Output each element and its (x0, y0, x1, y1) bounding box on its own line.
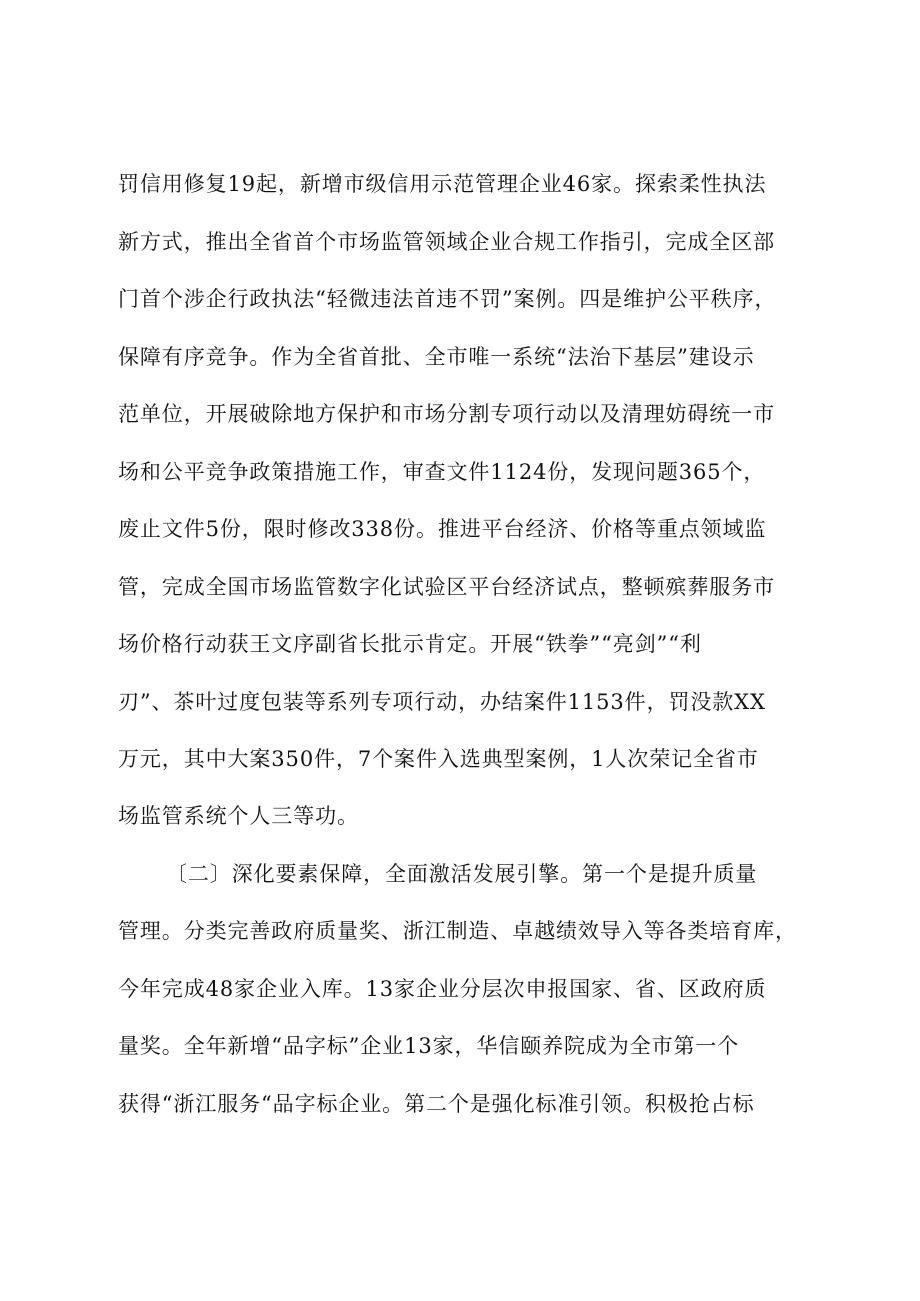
text-line: 量奖。全年新增“品字标”企业13家，华信颐养院成为全市第一个 (118, 1034, 740, 1058)
text-line: 管，完成全国市场监管数字化试验区平台经济试点，整顿殡葬服务市 (118, 575, 775, 599)
text-line: 场价格行动获王文序副省长批示肯定。开展“铁拳”“亮剑”“利 (118, 632, 702, 656)
text-line: 管理。分类完善政府质量奖、浙江制造、卓越绩效导入等各类培育库， (118, 919, 797, 943)
text-line: 新方式，推出全省首个市场监管领域企业合规工作指引，完成全区部 (118, 230, 775, 254)
section-heading-line: 〔二〕深化要素保障，全面激活发展引擎。第一个是提升质量 (166, 862, 758, 886)
text-line: 罚信用修复19起，新增市级信用示范管理企业46家。探索柔性执法 (118, 172, 767, 196)
text-line: 废止文件5份，限时修改338份。推进平台经济、价格等重点领域监 (118, 517, 767, 541)
text-line: 今年完成48家企业入库。13家企业分层次申报国家、省、区政府质 (118, 977, 767, 1001)
text-line: 门首个涉企行政执法“轻微违法首违不罚”案例。四是维护公平秩序， (118, 287, 777, 311)
text-line: 范单位，开展破除地方保护和市场分割专项行动以及清理妨碍统一市 (118, 402, 775, 426)
text-line: 场和公平竞争政策措施工作，审查文件1124份，发现问题365个， (118, 460, 766, 484)
text-line: 获得“浙江服务“品字标企业。第二个是强化标准引领。积极抢占标 (118, 1092, 755, 1116)
text-line: 保障有序竞争。作为全省首批、全市唯一系统“法治下基层”建设示 (118, 345, 755, 369)
text-line: 刃”、茶叶过度包装等系列专项行动，办结案件1153件，罚没款XX (118, 690, 766, 714)
text-line: 万元，其中大案350件，7个案件入选典型案例，1人次荣记全省市 (118, 747, 759, 771)
text-line: 场监管系统个人三等功。 (118, 804, 359, 828)
